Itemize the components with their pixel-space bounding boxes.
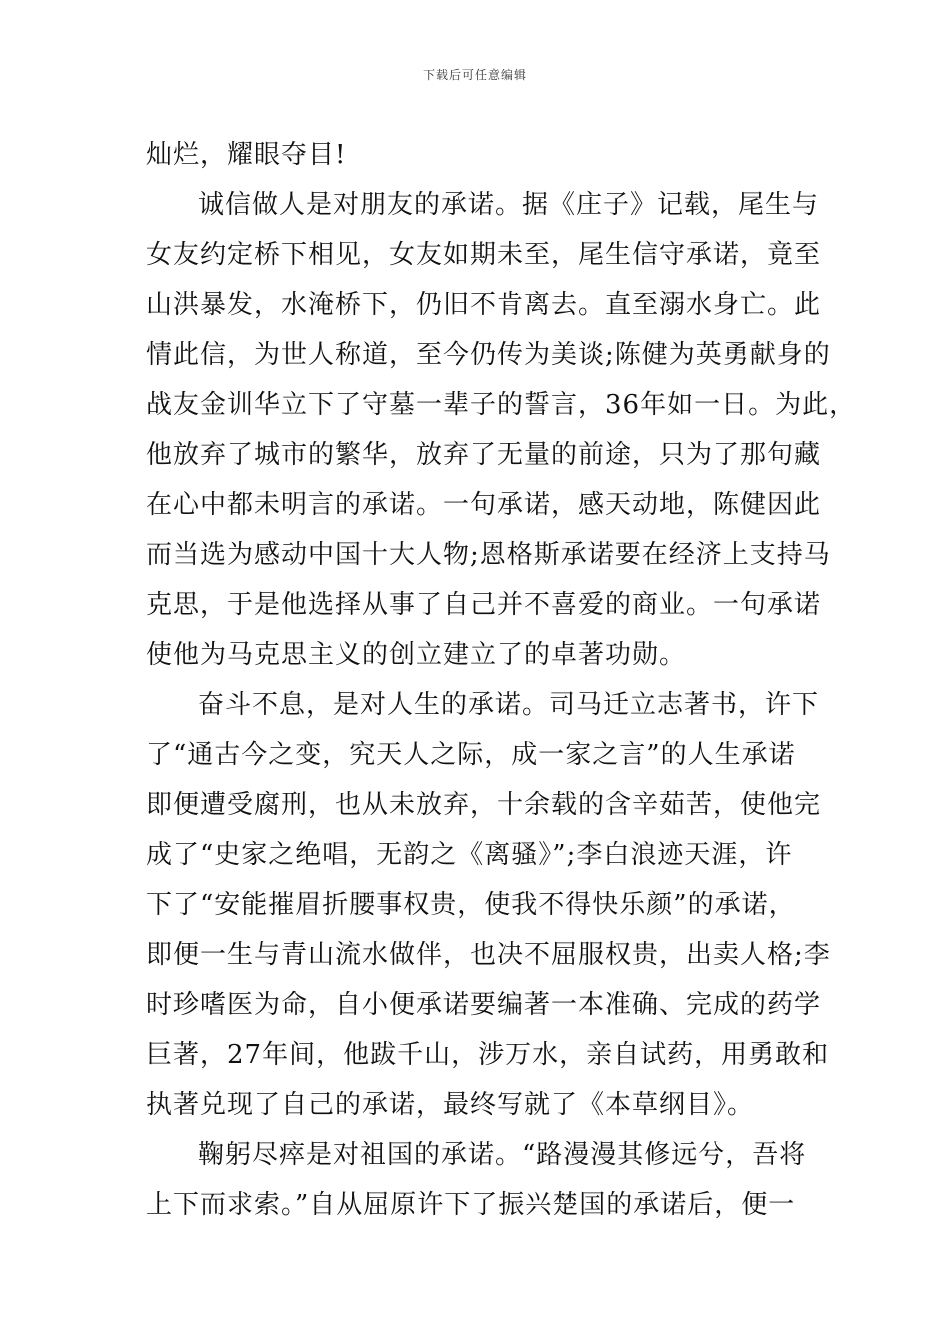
text-line: 山洪暴发，水淹桥下，仍旧不肯离去。直至溺水身亡。此 [146,290,822,320]
text-line: 巨著，27年间，他跋千山，涉万水，亲自试药，用勇敢和 [146,1040,830,1070]
text-line: 下了“安能摧眉折腰事权贵，使我不得快乐颜”的承诺， [146,890,796,920]
text-line: 情此信，为世人称道，至今仍传为美谈;陈健为英勇献身的 [146,340,831,370]
page-header: 下载后可任意编辑 [422,68,527,82]
text-line: 战友金训华立下了守墓一辈子的誓言，36年如一日。为此， [146,390,857,420]
text-line: 女友约定桥下相见，女友如期未至，尾生信守承诺，竟至 [146,240,822,270]
text-line: 时珍嗜医为命，自小便承诺要编著一本准确、完成的药学 [146,990,822,1020]
paragraph-start-line: 诚信做人是对朋友的承诺。据《庄子》记载，尾生与 [198,190,820,220]
text-line: 克思，于是他选择从事了自己并不喜爱的商业。一句承诺 [146,590,822,620]
text-line: 成了“史家之绝唱，无韵之《离骚》”;李白浪迹天涯，许 [146,840,793,870]
paragraph-start-line: 鞠躬尽瘁是对祖国的承诺。“路漫漫其修远兮，吾将 [198,1140,807,1170]
text-line: 上下而求索。”自从屈原许下了振兴楚国的承诺后，便一 [146,1190,796,1220]
text-line: 了“通古今之变，究天人之际，成一家之言”的人生承诺 [146,740,796,770]
text-line: 灿烂，耀眼夺目! [146,140,347,170]
document-body [146,130,857,1230]
text-line: 他放弃了城市的繁华，放弃了无量的前途，只为了那句藏 [146,440,822,470]
text-line: 即便一生与青山流水做伴，也决不屈服权贵，出卖人格;李 [146,940,831,970]
paragraph-start-line: 奋斗不息，是对人生的承诺。司马迁立志著书，许下 [198,690,820,720]
text-line: 使他为马克思主义的创立建立了的卓著功勋。 [146,640,687,670]
text-line: 在心中都未明言的承诺。一句承诺，感天动地，陈健因此 [146,490,822,520]
text-line: 执著兑现了自己的承诺，最终写就了《本草纲目》。 [146,1090,755,1120]
text-line: 而当选为感动中国十大人物;恩格斯承诺要在经济上支持马 [146,540,831,570]
text-line: 即便遭受腐刑，也从未放弃，十余载的含辛茹苦，使他完 [146,790,822,820]
